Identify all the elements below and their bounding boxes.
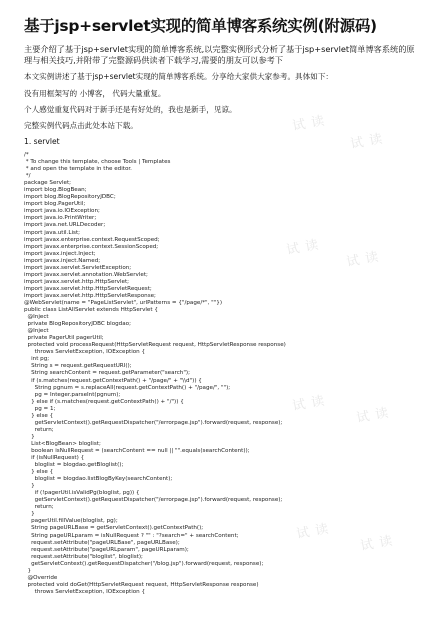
code-line: import java.net.URLDecoder; — [24, 222, 106, 229]
paragraph: 本文实例讲述了基于jsp+servlet实现的简单博客系统。分享给大家供大家参考。具体如下： — [24, 72, 334, 81]
page-title: 基于jsp+servlet实现的简单博客系统实例(附源码) — [24, 17, 377, 35]
code-line: */ — [24, 173, 31, 180]
paragraph: 没有用框架写的 小博客， 代码大量重复。 — [24, 89, 166, 98]
code-line: import javax.inject.Inject; — [24, 250, 96, 257]
code-line: return; — [24, 504, 54, 511]
code-line: } — [24, 567, 32, 574]
watermark: 试读 — [349, 130, 390, 153]
code-line: boolean isNullRequest = (searchContent == null || "".equals(searchContent)); — [24, 447, 250, 454]
code-line: @Override — [24, 574, 58, 581]
code-line: import javax.servlet.annotation.WebServlet; — [24, 271, 148, 278]
code-line: import javax.servlet.http.HttpServletResponse; — [24, 292, 156, 299]
code-line: import javax.enterprise.context.RequestScoped; — [24, 236, 160, 243]
code-line: /* — [24, 152, 29, 158]
code-line: String pageURLparam = isNullRequest ? "" : "?search=" + searchContent; — [24, 532, 239, 539]
code-line: int pg; — [24, 356, 50, 363]
code-line: if (!pagerUtil.isValidPg(bloglist, pg)) { — [24, 490, 140, 497]
code-line: pagerUtil.fillValue(bloglist, pg); — [24, 518, 118, 525]
code-line: import blog.BlogBean; — [24, 187, 87, 194]
code-line: request.setAttribute("pageURLparam", pageURLparam); — [24, 546, 189, 553]
code-line: throws ServletException, IOException { — [24, 349, 146, 356]
code-line: } else { — [24, 412, 54, 419]
watermark: 试读 — [295, 520, 336, 543]
code-line: request.setAttribute("pageURLBase", pageURLBase); — [24, 539, 180, 546]
code-line: pg = 1; — [24, 405, 56, 412]
watermark: 试读 — [291, 112, 332, 135]
code-line: protected void doGet(HttpServletRequest request, HttpServletResponse response) — [24, 581, 259, 588]
watermark: 试读 — [359, 532, 400, 555]
code-line: getServletContext().getRequestDispatcher("/errorpage.jsp").forward(request, response); — [24, 419, 283, 426]
code-line: import java.io.PrintWriter; — [24, 215, 97, 222]
code-line: String searchContent = request.getParameter("search"); — [24, 370, 190, 377]
code-line: if (isNullRequest) { — [24, 455, 85, 462]
paragraph: 个人感觉重复代码对于新手还是有好处的，我也是新手，见谅。 — [24, 105, 237, 114]
intro-paragraph: 主要介绍了基于jsp+servlet实现的简单博客系统,以完整实例形式分析了基于jsp+servlet简单博客系统的原理与相关技巧,并附带了完整源码供读者下载学习,需要的朋友可以参考下 — [24, 44, 415, 65]
code-line: if (s.matches(request.getContextPath() + "/page/" + "\\d")) { — [24, 377, 202, 384]
code-line: import javax.servlet.http.HttpServletRequest; — [24, 285, 152, 292]
link-paragraph[interactable]: 完整实例代码点击此处本站下载。 — [24, 121, 138, 130]
code-line: import javax.servlet.http.HttpServlet; — [24, 278, 130, 285]
code-line: String pageURLBase = getServletContext().getContextPath(); — [24, 525, 204, 532]
code-line: import javax.servlet.ServletException; — [24, 264, 132, 271]
code-line: import javax.inject.Named; — [24, 257, 101, 264]
code-line: throws ServletException, IOException { — [24, 588, 146, 595]
code-line: @Inject — [24, 314, 49, 321]
code-line: } else if (s.matches(request.getContextPath() + "/")) { — [24, 398, 184, 405]
code-line: bloglist = blogdao.getBloglist(); — [24, 462, 124, 469]
code-line: import blog.PagerUtil; — [24, 201, 86, 208]
code-line: public class ListAllServlet extends HttpServlet { — [24, 307, 158, 314]
code-line: import java.util.List; — [24, 229, 81, 236]
code-line: * To change this template, choose Tools | Templates — [24, 159, 171, 166]
code-line: import java.io.IOException; — [24, 208, 100, 215]
code-block — [24, 152, 424, 596]
code-line: request.setAttribute("bloglist", bloglist); — [24, 553, 143, 560]
code-line: } else { — [24, 469, 54, 476]
section-heading: 1. servlet — [24, 137, 60, 146]
code-line: package Servlet; — [24, 180, 72, 187]
watermark: 试读 — [291, 392, 332, 415]
code-line: import blog.BlogRepositoryJDBC; — [24, 194, 116, 201]
code-line: String s = request.getRequestURI(); — [24, 363, 132, 370]
code-line: } — [24, 483, 35, 490]
code-line: bloglist = blogdao.listBlogByKey(searchContent); — [24, 476, 173, 483]
code-line: @WebServlet(name = "PageListServlet", urlPatterns = {"/page/*", ""}) — [24, 299, 223, 306]
code-line: String pgnum = s.replaceAll(request.getContextPath() + "/page/", ""); — [24, 384, 231, 391]
code-line: List<BlogBean> bloglist; — [24, 440, 101, 447]
code-line: * and open the template in the editor. — [24, 166, 132, 173]
code-line: private PagerUtil pagerUtil; — [24, 335, 104, 342]
code-line: protected void processRequest(HttpServletRequest request, HttpServletResponse response) — [24, 342, 286, 349]
code-line: private BlogRepositoryJDBC blogdao; — [24, 321, 131, 328]
watermark: 试读 — [345, 248, 386, 271]
code-line: pg = Integer.parseInt(pgnum); — [24, 391, 121, 398]
watermark: 试读 — [285, 236, 326, 259]
watermark: 试读 — [355, 404, 396, 427]
code-line: } — [24, 511, 35, 518]
code-line: } — [24, 433, 35, 440]
code-line: getServletContext().getRequestDispatcher("/errorpage.jsp").forward(request, response); — [24, 497, 283, 504]
code-line: getServletContext().getRequestDispatcher("/blog.jsp").forward(request, response); — [24, 560, 264, 567]
code-line: return; — [24, 426, 54, 433]
code-line: import javax.enterprise.context.SessionScoped; — [24, 243, 159, 250]
code-line: @Inject — [24, 328, 49, 335]
